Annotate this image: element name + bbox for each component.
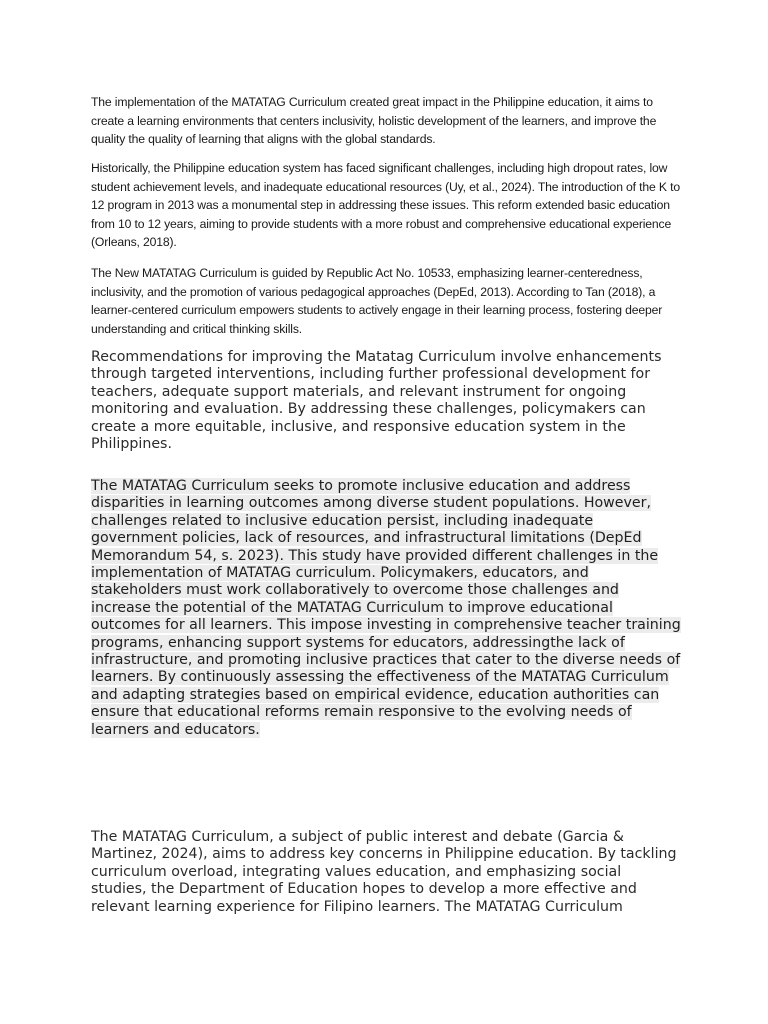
paragraph-inclusive-education <box>91 478 681 739</box>
paragraph-republic-act: The New MATATAG Curriculum is guided by Republic Act No. 10533, emphasizing learner-centeredness, inclusivity, and the promotion of various pedagogical approaches (DepEd, 2013). According to Tan (2018), a learner-centered curriculum empowers students to actively engage in their learning process, fostering deeper understanding and critical thinking skills. <box>91 266 663 336</box>
highlighted-text: The MATATAG Curriculum seeks to promote inclusive education and address disparities in learning outcomes among diverse student populations. However, challenges related to inclusive education persist, including inadequate government policies, lack of resources, and infrastructural limitations (DepEd Memorandum 54, s. 2023). This study have provided different challenges in the implementation of MATATAG curriculum. Policymakers, educators, and stakeholders must work collaboratively to overcome those challenges and increase the potential of the MATATAG Curriculum to improve educational outcomes for all learners. This impose investing in comprehensive teacher training programs, enhancing support systems for educators, addressingthe lack of infrastructure, and promoting inclusive practices that cater to the diverse needs of learners. By continuously assessing the effectiveness of the MATATAG Curriculum and adapting strategies based on empirical evidence, education authorities can ensure that educational reforms remain responsive to the evolving needs of learners and educators. <box>91 478 681 738</box>
paragraph-public-interest: The MATATAG Curriculum, a subject of public interest and debate (Garcia & Martinez, 2024), aims to address key concerns in Philippine education. By tackling curriculum overload, integrating values education, and emphasizing social studies, the Department of Education hopes to develop a more effective and relevant learning experience for Filipino learners. The MATATAG Curriculum <box>91 829 677 915</box>
paragraph-history: Historically, the Philippine education system has faced significant challenges, including high dropout rates, low student achievement levels, and inadequate educational resources (Uy, et al., 2024). The introduction of the K to 12 program in 2013 was a monumental step in addressing these issues. This reform extended basic education from 10 to 12 years, aiming to provide students with a more robust and comprehensive educational experience (Orleans, 2018). <box>91 161 680 250</box>
paragraph-intro: The implementation of the MATATAG Curriculum created great impact in the Philippine education, it aims to create a learning environments that centers inclusivity, holistic development of the learners, and improve the quality the quality of learning that aligns with the global standards. <box>91 95 657 147</box>
paragraph-recommendations: Recommendations for improving the Matatag Curriculum involve enhancements through targeted interventions, including further professional development for teachers, adequate support materials, and relevant instrument for ongoing monitoring and evaluation. By addressing these challenges, policymakers can create a more equitable, inclusive, and responsive education system in the Philippines. <box>91 349 662 453</box>
